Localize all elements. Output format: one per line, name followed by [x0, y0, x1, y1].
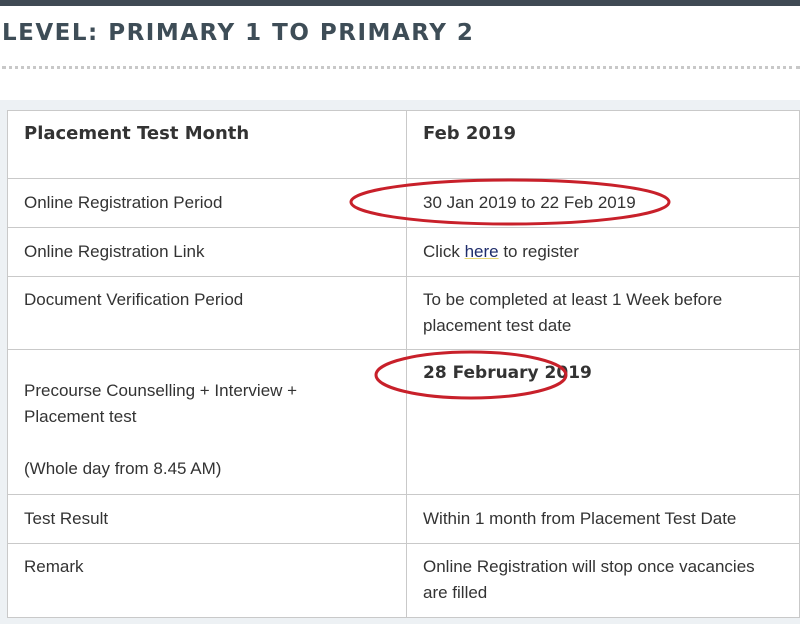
- test-result-label: Test Result: [24, 509, 109, 528]
- registration-period-label-cell: [8, 179, 407, 228]
- document-verification-label-cell: [8, 277, 407, 350]
- table-row-precourse: [8, 350, 800, 495]
- top-bar: [0, 0, 800, 6]
- precourse-label: Precourse Counselling + Interview + Placement test: [24, 381, 298, 426]
- registration-link-value-cell: [407, 228, 800, 277]
- document-verification-value-cell: [407, 277, 800, 350]
- test-result-value-cell: [407, 495, 800, 544]
- precourse-value-cell: [407, 350, 800, 495]
- test-result-value: Within 1 month from Placement Test Date: [423, 509, 737, 528]
- document-verification-value: To be completed at least 1 Week before placement test date: [423, 290, 723, 335]
- registration-link-label-cell: [8, 228, 407, 277]
- registration-period-value-cell: [407, 179, 800, 228]
- table-row-header: [8, 111, 800, 179]
- test-result-label-cell: [8, 495, 407, 544]
- precourse-note: (Whole day from 8.45 AM): [24, 459, 222, 478]
- placement-schedule-table: [7, 110, 800, 618]
- remark-label: Remark: [24, 557, 84, 576]
- registration-link-label: Online Registration Link: [24, 242, 205, 261]
- header-value-cell: [407, 111, 800, 179]
- remark-label-cell: [8, 544, 407, 618]
- registration-link-prefix: Click: [423, 242, 465, 261]
- document-verification-label: Document Verification Period: [24, 290, 244, 309]
- level-heading: LEVEL: PRIMARY 1 TO PRIMARY 2: [2, 20, 475, 46]
- remark-value-cell: [407, 544, 800, 618]
- schedule-panel: [0, 100, 800, 624]
- dotted-divider: [2, 66, 800, 69]
- table-row-remark: [8, 544, 800, 618]
- precourse-value: 28 February 2019: [423, 363, 592, 383]
- table-row-registration-period: [8, 179, 800, 228]
- remark-value: Online Registration will stop once vacancies are filled: [423, 557, 755, 602]
- header-value: Feb 2019: [423, 123, 517, 144]
- table-row-registration-link: [8, 228, 800, 277]
- precourse-label-cell: [8, 350, 407, 495]
- registration-period-value: 30 Jan 2019 to 22 Feb 2019: [423, 193, 636, 212]
- registration-here-link[interactable]: here: [464, 242, 499, 261]
- header-label-cell: [8, 111, 407, 179]
- table-row-document-verification: [8, 277, 800, 350]
- header-label: Placement Test Month: [24, 123, 250, 144]
- table-row-test-result: [8, 495, 800, 544]
- registration-period-label: Online Registration Period: [24, 193, 223, 212]
- registration-link-suffix: to register: [498, 242, 579, 261]
